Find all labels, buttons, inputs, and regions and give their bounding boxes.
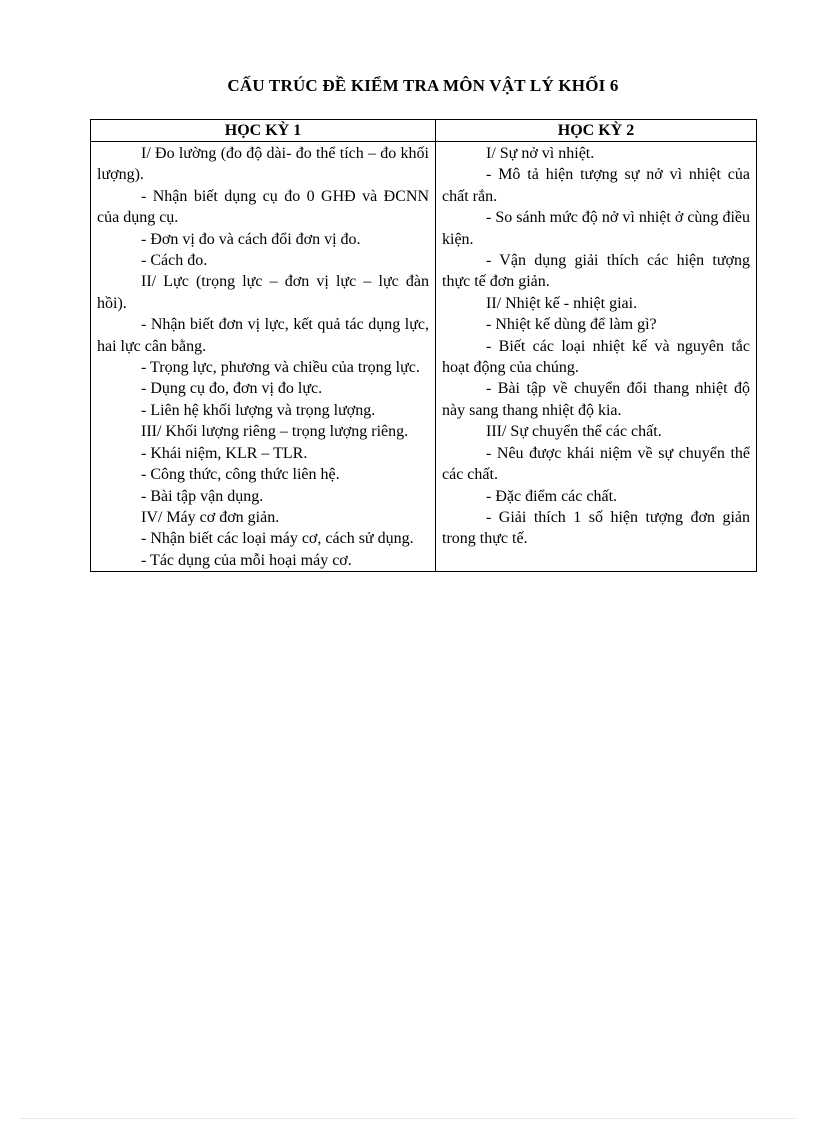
list-item: - Đơn vị đo và cách đổi đơn vị đo. [141,230,361,248]
table-row [91,142,757,572]
list-item: - So sánh mức độ nở vì nhiệt ở cùng điều kiện. [442,209,750,248]
list-item: III/ Sự chuyển thể các chất. [486,423,662,441]
list-item: - Công thức, công thức liên hệ. [141,466,340,484]
list-item: - Nhận biết đơn vị lực, kết quả tác dụng lực, hai lực cân bằng. [97,316,429,355]
semester-2-cell [436,142,757,572]
list-item: - Đặc điểm các chất. [486,487,618,505]
list-item: - Khái niệm, KLR – TLR. [141,444,308,462]
list-item: II/ Nhiệt kế - nhiệt giai. [486,294,638,312]
semester-1-header: HỌC KỲ 1 [91,120,436,142]
list-item: - Giải thích 1 số hiện tượng đơn giản trong thực tế. [442,508,750,548]
list-item: - Liên hệ khối lượng và trọng lượng. [141,401,376,419]
list-item: - Bài tập vận dụng. [141,487,264,505]
list-item: IV/ Máy cơ đơn giản. [141,508,280,526]
list-item: - Nhận biết dụng cụ đo 0 GHĐ và ĐCNN của dụng cụ. [97,187,429,227]
list-item: - Mô tả hiện tượng sự nở vì nhiệt của chất rắn. [442,166,750,205]
list-item: - Cách đo. [141,252,208,270]
list-item: I/ Đo lường (đo độ dài- đo thể tích – đo khối lượng). [97,145,429,184]
semester-2-header: HỌC KỲ 2 [436,120,757,142]
list-item: - Nhiệt kế dùng để làm gì? [486,316,657,334]
list-item: - Dụng cụ đo, đơn vị đo lực. [141,380,323,398]
list-item: - Trọng lực, phương và chiều của trọng lực. [141,359,420,377]
table-header-row [91,120,757,142]
list-item: III/ Khối lượng riêng – trọng lượng riêng. [141,423,409,441]
list-item: - Bài tập về chuyển đổi thang nhiệt độ này sang thang nhiệt độ kia. [442,380,750,419]
list-item: I/ Sự nở vì nhiệt. [486,145,595,162]
list-item: - Nhận biết các loại máy cơ, cách sử dụng. [141,530,414,548]
list-item: - Tác dụng của mỗi hoại máy cơ. [141,551,352,569]
page-title: CẤU TRÚC ĐỀ KIỂM TRA MÔN VẬT LÝ KHỐI 6 [227,76,619,95]
list-item: - Nêu được khái niệm về sự chuyển thể các chất. [442,444,750,484]
list-item: - Vận dụng giải thích các hiện tượng thực tế đơn giản. [442,252,750,291]
list-item: - Biết các loại nhiệt kế và nguyên tắc hoạt động của chúng. [442,337,750,377]
page-bottom-divider [20,1118,796,1119]
semester-1-cell [91,142,436,572]
list-item: II/ Lực (trọng lực – đơn vị lực – lực đàn hồi). [97,273,429,312]
syllabus-table [90,119,757,572]
